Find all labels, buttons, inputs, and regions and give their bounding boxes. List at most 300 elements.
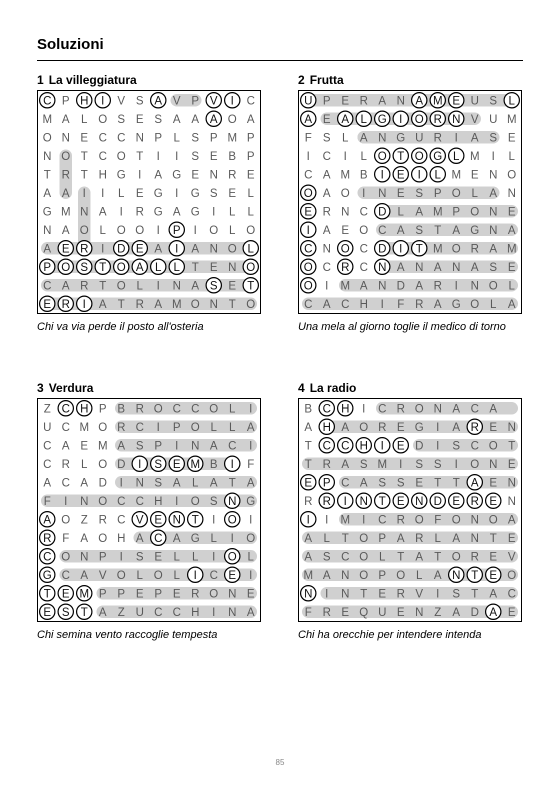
grid-letter: N: [228, 588, 237, 601]
grid-letter: S: [209, 495, 218, 508]
grid-letter: L: [416, 569, 423, 582]
grid-letter: T: [471, 588, 479, 601]
circled-letter: U: [304, 95, 313, 108]
grid-letter: A: [154, 243, 163, 256]
grid-letter: M: [340, 169, 351, 182]
grid-letter: L: [379, 551, 386, 564]
grid-letter: E: [322, 113, 331, 126]
circled-letter: I: [399, 243, 403, 256]
grid-letter: A: [154, 169, 163, 182]
grid-letter: N: [80, 206, 89, 219]
grid-letter: O: [507, 569, 517, 582]
grid-letter: I: [175, 187, 179, 200]
puzzle-title-3: [37, 381, 93, 395]
grid-letter: E: [507, 606, 516, 619]
grid-letter: A: [191, 113, 200, 126]
grid-letter: A: [246, 477, 255, 490]
grid-letter: E: [470, 169, 479, 182]
grid-letter: S: [378, 477, 387, 490]
grid-letter: A: [359, 280, 368, 293]
grid-letter: N: [191, 440, 200, 453]
grid-letter: D: [470, 606, 479, 619]
circled-letter: L: [173, 261, 180, 274]
grid-letter: O: [61, 551, 71, 564]
circled-letter: O: [227, 551, 237, 564]
grid-letter: A: [489, 403, 498, 416]
grid-letter: G: [153, 206, 163, 219]
circled-letter: E: [43, 298, 52, 311]
grid-letter: A: [80, 477, 89, 490]
grid-letter: Q: [359, 606, 369, 619]
grid-letter: O: [359, 532, 369, 545]
grid-letter: O: [98, 495, 108, 508]
grid-letter: U: [378, 606, 387, 619]
grid-letter: L: [173, 551, 180, 564]
grid-letter: A: [304, 421, 313, 434]
grid-letter: B: [304, 403, 313, 416]
circled-letter: R: [43, 532, 52, 545]
circled-letter: I: [380, 440, 384, 453]
grid-letter: L: [397, 206, 404, 219]
circled-letter: R: [322, 495, 331, 508]
grid-letter: A: [341, 458, 350, 471]
grid-letter: I: [325, 514, 329, 527]
page-title: Soluzioni: [37, 36, 104, 53]
grid-letter: T: [80, 169, 88, 182]
grid-letter: L: [247, 187, 254, 200]
grid-letter: D: [98, 477, 107, 490]
grid-letter: E: [489, 421, 498, 434]
grid-letter: A: [470, 261, 479, 274]
grid-letter: N: [228, 261, 237, 274]
circled-letter: A: [304, 113, 313, 126]
grid-letter: O: [507, 169, 517, 182]
grid-letter: F: [62, 532, 70, 545]
grid-letter: T: [434, 224, 442, 237]
circled-letter: G: [377, 113, 387, 126]
grid-letter: M: [340, 514, 351, 527]
grid-letter: Z: [117, 606, 125, 619]
word-highlight-band: [302, 94, 518, 107]
grid-letter: I: [212, 551, 216, 564]
grid-letter: N: [61, 132, 70, 145]
grid-letter: C: [98, 150, 107, 163]
grid-letter: T: [99, 280, 107, 293]
grid-letter: O: [116, 569, 126, 582]
grid-letter: A: [507, 224, 516, 237]
grid-letter: G: [451, 298, 461, 311]
grid-letter: R: [322, 606, 331, 619]
grid-letter: N: [489, 458, 498, 471]
grid-letter: A: [172, 206, 181, 219]
circled-letter: T: [191, 514, 199, 527]
circled-letter: V: [209, 95, 218, 108]
grid-letter: P: [61, 95, 70, 108]
grid-letter: A: [80, 569, 89, 582]
grid-letter: C: [304, 169, 313, 182]
circled-letter: M: [190, 458, 201, 471]
grid-letter: L: [229, 421, 236, 434]
circled-letter: P: [322, 477, 331, 490]
grid-letter: A: [98, 206, 107, 219]
grid-letter: N: [228, 606, 237, 619]
grid-letter: C: [61, 421, 70, 434]
circled-letter: P: [172, 224, 181, 237]
circled-letter: A: [341, 113, 350, 126]
grid-letter: G: [116, 169, 126, 182]
puzzle-title-1: [37, 73, 137, 87]
grid-letter: A: [452, 421, 461, 434]
circled-letter: C: [154, 532, 163, 545]
grid-letter: E: [228, 280, 237, 293]
grid-letter: D: [396, 280, 405, 293]
grid-letter: R: [98, 514, 107, 527]
grid-letter: P: [246, 132, 255, 145]
circled-letter: O: [377, 150, 387, 163]
circled-letter: T: [80, 606, 88, 619]
grid-letter: H: [191, 606, 200, 619]
grid-letter: A: [322, 224, 331, 237]
grid-letter: A: [415, 280, 424, 293]
grid-letter: H: [154, 495, 163, 508]
grid-letter: E: [341, 95, 350, 108]
circled-letter: R: [470, 495, 479, 508]
circled-letter: O: [303, 187, 313, 200]
grid-letter: F: [434, 514, 442, 527]
grid-letter: S: [489, 261, 498, 274]
grid-letter: E: [135, 113, 144, 126]
grid-letter: E: [154, 551, 163, 564]
circled-letter: L: [508, 95, 515, 108]
circled-letter: E: [304, 477, 313, 490]
word-highlight-band: [302, 458, 518, 471]
grid-letter: I: [156, 224, 160, 237]
grid-letter: L: [136, 569, 143, 582]
grid-letter: N: [470, 280, 479, 293]
grid-letter: I: [325, 280, 329, 293]
grid-letter: C: [135, 421, 144, 434]
grid-letter: L: [118, 187, 125, 200]
grid-letter: N: [507, 477, 516, 490]
grid-letter: L: [192, 551, 199, 564]
grid-letter: R: [61, 169, 70, 182]
word-highlight-band: [413, 439, 518, 452]
circled-letter: P: [43, 261, 52, 274]
circled-letter: T: [471, 569, 479, 582]
word-search-grid-2: [298, 90, 522, 314]
circled-letter: N: [359, 495, 368, 508]
circled-letter: I: [230, 95, 234, 108]
grid-letter: P: [246, 150, 255, 163]
grid-letter: E: [507, 132, 516, 145]
circled-letter: I: [101, 95, 105, 108]
grid-letter: N: [80, 551, 89, 564]
grid-letter: C: [43, 440, 52, 453]
grid-letter: P: [322, 95, 331, 108]
grid-letter: N: [489, 224, 498, 237]
circled-letter: C: [322, 440, 331, 453]
grid-letter: V: [507, 551, 516, 564]
circled-letter: I: [306, 514, 310, 527]
grid-letter: I: [101, 243, 105, 256]
proverb-caption-2: Una mela al giorno toglie il medico di torno: [298, 321, 506, 333]
grid-letter: E: [507, 532, 516, 545]
circled-letter: O: [246, 261, 256, 274]
circled-letter: A: [43, 514, 52, 527]
circled-letter: M: [432, 95, 443, 108]
grid-letter: C: [322, 261, 331, 274]
word-highlight-band: [41, 279, 257, 292]
grid-letter: O: [135, 224, 145, 237]
grid-letter: N: [507, 421, 516, 434]
grid-letter: E: [396, 421, 405, 434]
circled-letter: O: [116, 261, 126, 274]
circled-letter: A: [154, 95, 163, 108]
grid-letter: O: [209, 224, 219, 237]
grid-letter: I: [454, 458, 458, 471]
grid-letter: A: [396, 532, 405, 545]
puzzle-name: La radio: [309, 381, 357, 395]
grid-letter: G: [42, 206, 52, 219]
word-search-grid-1: [37, 90, 261, 314]
grid-letter: I: [343, 150, 347, 163]
circled-letter: I: [343, 495, 347, 508]
grid-letter: T: [341, 532, 349, 545]
grid-letter: T: [434, 477, 442, 490]
puzzle-number: 3: [37, 381, 44, 395]
grid-letter: I: [101, 187, 105, 200]
grid-letter: G: [414, 421, 424, 434]
grid-letter: M: [227, 132, 238, 145]
grid-letter: N: [80, 495, 89, 508]
grid-letter: P: [98, 588, 107, 601]
grid-letter: O: [470, 298, 480, 311]
grid-letter: I: [249, 440, 253, 453]
grid-letter: S: [117, 113, 126, 126]
grid-letter: A: [98, 606, 107, 619]
grid-letter: O: [414, 403, 424, 416]
grid-letter: E: [507, 261, 516, 274]
grid-letter: R: [359, 95, 368, 108]
grid-letter: C: [117, 514, 126, 527]
grid-letter: N: [172, 280, 181, 293]
grid-letter: L: [173, 132, 180, 145]
puzzle-title-4: [298, 381, 356, 395]
grid-letter: G: [153, 187, 163, 200]
grid-letter: A: [322, 298, 331, 311]
grid-letter: B: [209, 458, 218, 471]
grid-letter: I: [212, 206, 216, 219]
puzzle-name: La villeggiatura: [48, 73, 137, 87]
grid-letter: L: [360, 150, 367, 163]
circled-letter: T: [43, 588, 51, 601]
circled-letter: R: [433, 113, 442, 126]
grid-letter: C: [98, 132, 107, 145]
grid-letter: S: [359, 458, 368, 471]
grid-letter: L: [434, 532, 441, 545]
circled-letter: H: [359, 440, 368, 453]
grid-letter: T: [508, 440, 516, 453]
grid-letter: V: [172, 95, 181, 108]
circled-letter: I: [82, 298, 86, 311]
grid-letter: C: [61, 569, 70, 582]
grid-letter: I: [156, 421, 160, 434]
circled-letter: N: [415, 495, 424, 508]
circled-letter: E: [135, 243, 144, 256]
grid-letter: C: [172, 606, 181, 619]
grid-letter: A: [246, 113, 255, 126]
grid-letter: S: [135, 551, 144, 564]
grid-letter: A: [396, 261, 405, 274]
grid-letter: E: [80, 132, 89, 145]
grid-letter: N: [135, 132, 144, 145]
grid-letter: L: [229, 403, 236, 416]
circled-letter: G: [42, 569, 52, 582]
grid-letter: A: [322, 187, 331, 200]
grid-letter: C: [43, 458, 52, 471]
grid-letter: Z: [80, 514, 88, 527]
grid-letter: N: [135, 477, 144, 490]
circled-letter: D: [117, 243, 126, 256]
grid-letter: O: [98, 421, 108, 434]
grid-canvas: [299, 91, 521, 313]
grid-letter: L: [508, 280, 515, 293]
grid-letter: O: [209, 403, 219, 416]
grid-letter: I: [175, 440, 179, 453]
grid-letter: R: [470, 551, 479, 564]
grid-letter: N: [489, 206, 498, 219]
grid-letter: P: [378, 532, 387, 545]
circled-letter: I: [399, 113, 403, 126]
grid-letter: O: [116, 224, 126, 237]
grid-letter: G: [190, 532, 200, 545]
grid-letter: B: [359, 169, 368, 182]
grid-letter: S: [135, 440, 144, 453]
grid-letter: F: [304, 606, 312, 619]
grid-letter: N: [433, 403, 442, 416]
grid-letter: A: [191, 243, 200, 256]
grid-letter: E: [507, 206, 516, 219]
grid-letter: G: [190, 187, 200, 200]
grid-letter: R: [228, 169, 237, 182]
grid-letter: A: [61, 280, 70, 293]
grid-letter: S: [191, 132, 200, 145]
grid-letter: O: [359, 421, 369, 434]
grid-letter: O: [451, 243, 461, 256]
grid-letter: A: [61, 113, 70, 126]
circled-letter: I: [175, 243, 179, 256]
circled-letter: I: [306, 224, 310, 237]
grid-letter: S: [433, 458, 442, 471]
grid-letter: Z: [434, 606, 442, 619]
grid-letter: F: [43, 495, 51, 508]
grid-letter: E: [209, 261, 218, 274]
grid-letter: I: [249, 569, 253, 582]
grid-letter: O: [246, 298, 256, 311]
grid-letter: S: [415, 187, 424, 200]
grid-letter: O: [227, 113, 237, 126]
grid-letter: A: [415, 206, 424, 219]
grid-letter: B: [117, 403, 126, 416]
grid-letter: T: [304, 458, 312, 471]
circled-letter: D: [433, 495, 442, 508]
grid-letter: O: [340, 187, 350, 200]
grid-letter: A: [209, 477, 218, 490]
puzzle-title-2: [298, 73, 344, 87]
grid-letter: C: [304, 298, 313, 311]
grid-letter: A: [396, 224, 405, 237]
grid-letter: I: [119, 477, 123, 490]
grid-letter: S: [135, 95, 144, 108]
grid-letter: E: [228, 187, 237, 200]
grid-letter: E: [489, 477, 498, 490]
grid-letter: O: [227, 243, 237, 256]
grid-letter: N: [378, 132, 387, 145]
grid-letter: A: [191, 280, 200, 293]
grid-letter: U: [415, 132, 424, 145]
grid-letter: N: [470, 514, 479, 527]
circled-letter: I: [193, 569, 197, 582]
grid-letter: B: [228, 150, 237, 163]
grid-letter: A: [452, 403, 461, 416]
circled-letter: E: [228, 569, 237, 582]
grid-letter: N: [489, 169, 498, 182]
grid-letter: A: [43, 187, 52, 200]
circled-letter: A: [415, 95, 424, 108]
circled-letter: L: [434, 169, 441, 182]
circled-letter: H: [80, 403, 89, 416]
circled-letter: N: [452, 113, 461, 126]
grid-letter: C: [154, 606, 163, 619]
grid-letter: A: [43, 243, 52, 256]
grid-letter: D: [117, 458, 126, 471]
circled-letter: D: [378, 243, 387, 256]
grid-letter: N: [378, 187, 387, 200]
grid-letter: S: [154, 477, 163, 490]
grid-letter: H: [98, 169, 107, 182]
grid-letter: P: [172, 421, 181, 434]
grid-letter: R: [135, 403, 144, 416]
grid-letter: A: [489, 187, 498, 200]
grid-letter: A: [61, 224, 70, 237]
grid-letter: M: [171, 298, 182, 311]
circled-letter: E: [61, 588, 70, 601]
grid-letter: S: [452, 588, 461, 601]
grid-letter: A: [452, 606, 461, 619]
grid-letter: O: [190, 495, 200, 508]
grid-letter: I: [64, 495, 68, 508]
grid-letter: A: [359, 132, 368, 145]
grid-letter: R: [117, 421, 126, 434]
grid-letter: C: [43, 280, 52, 293]
grid-letter: T: [397, 551, 405, 564]
grid-letter: L: [323, 532, 330, 545]
grid-letter: C: [378, 514, 387, 527]
grid-letter: F: [304, 132, 312, 145]
grid-letter: F: [247, 458, 255, 471]
grid-letter: M: [79, 421, 90, 434]
grid-letter: E: [396, 606, 405, 619]
grid-letter: P: [98, 403, 107, 416]
circled-letter: E: [172, 458, 181, 471]
grid-letter: A: [507, 514, 516, 527]
grid-letter: A: [433, 298, 442, 311]
circled-letter: C: [43, 551, 52, 564]
grid-letter: I: [230, 532, 234, 545]
grid-letter: M: [340, 280, 351, 293]
grid-letter: A: [172, 532, 181, 545]
grid-letter: A: [433, 569, 442, 582]
